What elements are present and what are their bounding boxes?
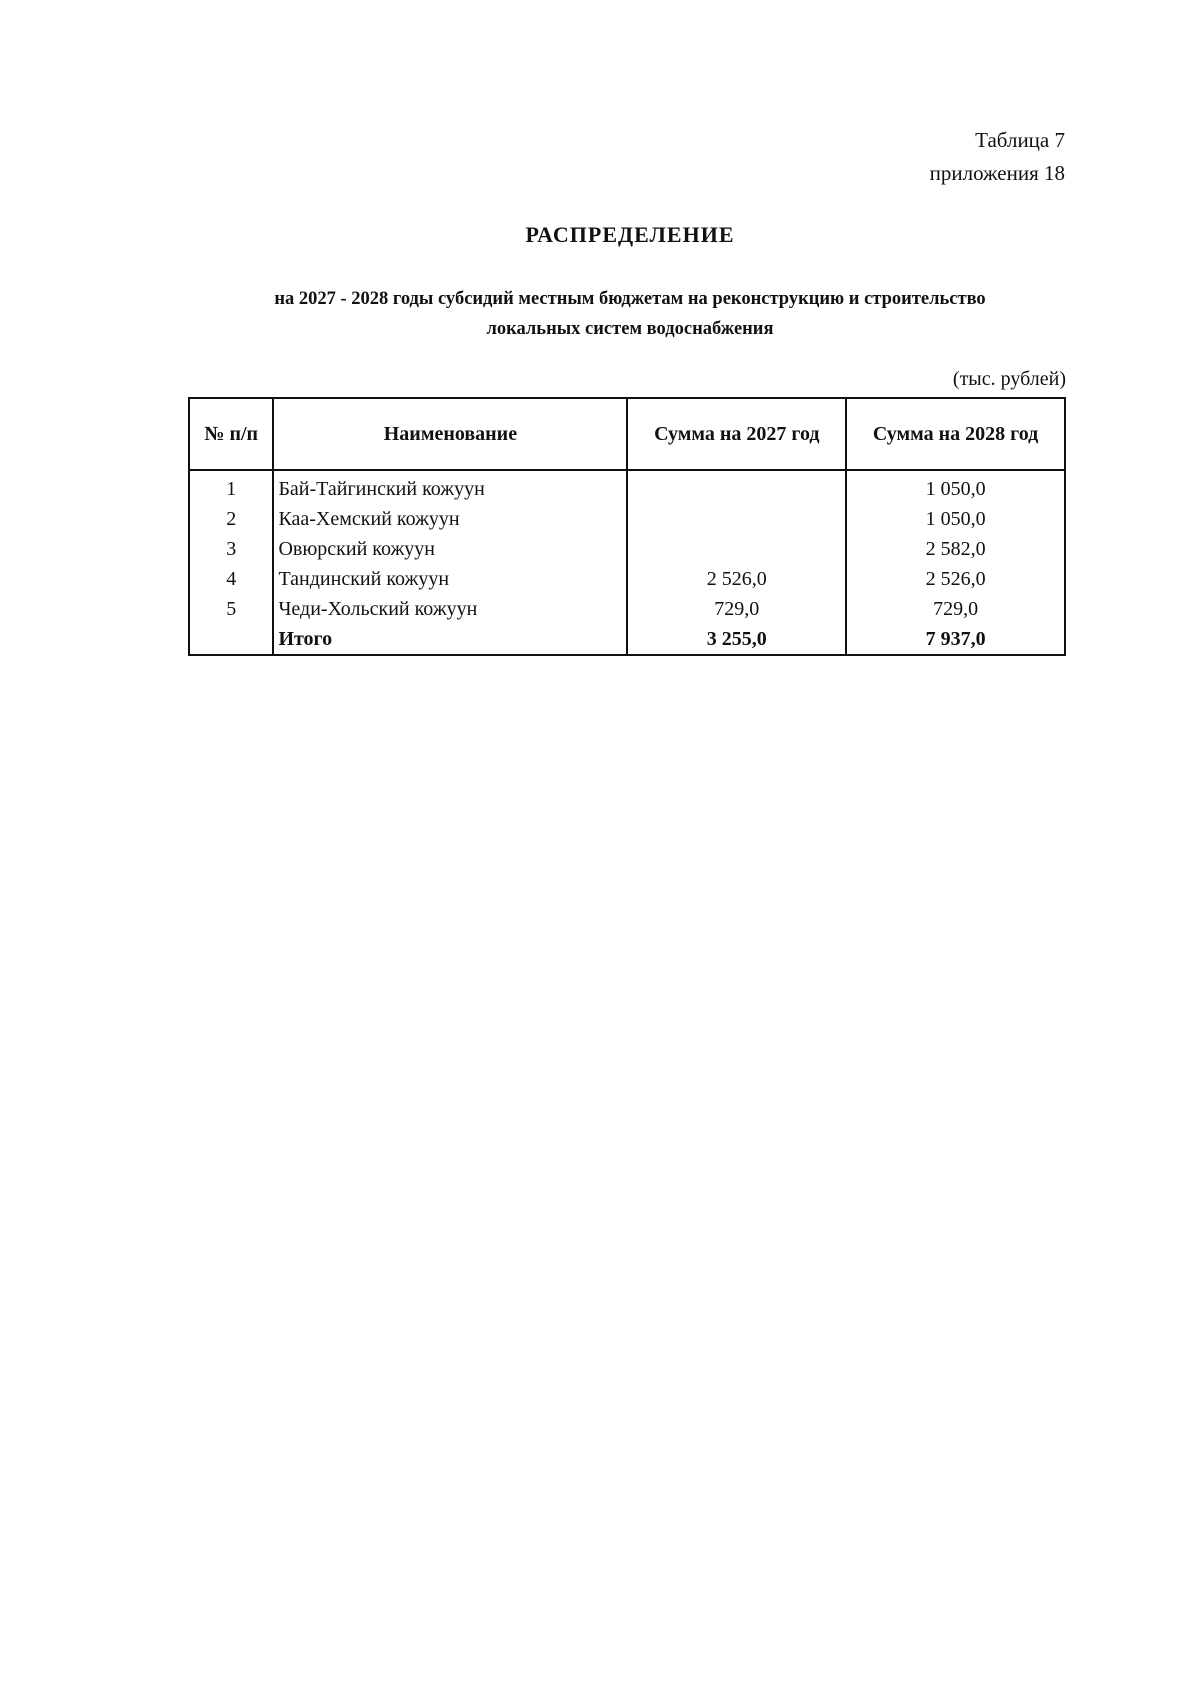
table-row <box>189 564 1065 594</box>
table-row <box>189 534 1065 564</box>
header-name: Наименование <box>273 398 627 470</box>
row-name: Овюрский кожуун <box>273 534 627 564</box>
row-sum-2027: 729,0 <box>627 594 846 624</box>
row-number: 4 <box>189 564 273 594</box>
row-name: Чеди-Хольский кожуун <box>273 594 627 624</box>
document-subtitle <box>190 284 1070 344</box>
table-header-row <box>189 398 1065 470</box>
row-sum-2027 <box>627 534 846 564</box>
row-sum-2027 <box>627 504 846 534</box>
row-name: Тандинский кожуун <box>273 564 627 594</box>
row-sum-2028: 1 050,0 <box>846 470 1065 504</box>
row-name: Бай-Тайгинский кожуун <box>273 470 627 504</box>
subtitle-line-1: на 2027 - 2028 годы субсидий местным бюджетам на реконструкцию и строительство <box>274 289 986 309</box>
row-sum-2027 <box>627 470 846 504</box>
row-sum-2028: 2 582,0 <box>846 534 1065 564</box>
row-number: 3 <box>189 534 273 564</box>
row-sum-2028: 2 526,0 <box>846 564 1065 594</box>
row-number: 1 <box>189 470 273 504</box>
header-sum-2028: Сумма на 2028 год <box>846 398 1065 470</box>
total-label: Итого <box>273 624 627 655</box>
total-row <box>189 624 1065 655</box>
row-name: Каа-Хемский кожуун <box>273 504 627 534</box>
appendix-number: приложения 18 <box>929 161 1065 185</box>
row-sum-2028: 729,0 <box>846 594 1065 624</box>
table-row <box>189 470 1065 504</box>
total-sum-2028: 7 937,0 <box>846 624 1065 655</box>
units-label: (тыс. рублей) <box>952 368 1066 390</box>
total-sum-2027: 3 255,0 <box>627 624 846 655</box>
table-number: Таблица 7 <box>975 128 1065 152</box>
row-sum-2028: 1 050,0 <box>846 504 1065 534</box>
row-sum-2027: 2 526,0 <box>627 564 846 594</box>
row-number: 2 <box>189 504 273 534</box>
subtitle-line-2: локальных систем водоснабжения <box>486 319 774 339</box>
document-title: РАСПРЕДЕЛЕНИЕ <box>525 222 735 247</box>
table-reference <box>930 124 1065 190</box>
total-number <box>189 624 273 655</box>
row-number: 5 <box>189 594 273 624</box>
distribution-table <box>188 397 1066 656</box>
header-sum-2027: Сумма на 2027 год <box>627 398 846 470</box>
table-row <box>189 594 1065 624</box>
table-row <box>189 504 1065 534</box>
header-number: № п/п <box>189 398 273 470</box>
